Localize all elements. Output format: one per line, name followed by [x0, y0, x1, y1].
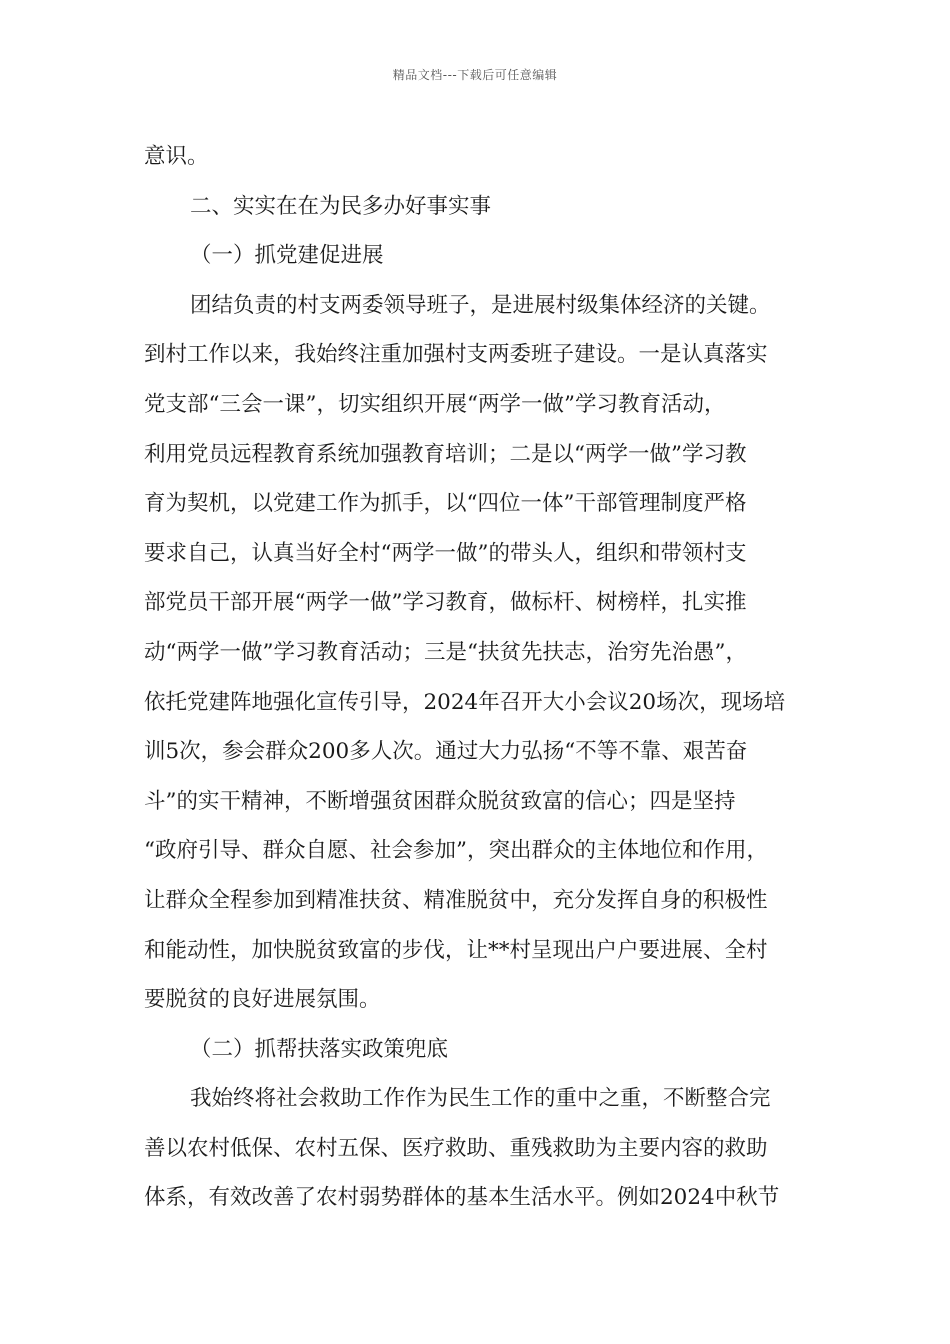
paragraph-line: 让群众全程参加到精准扶贫、精准脱贫中，充分发挥自身的积极性 — [144, 887, 768, 913]
paragraph-line: 依托党建阵地强化宣传引导，2024年召开大小会议20场次，现场培 — [144, 689, 786, 715]
page-header: 精品文档---下载后可任意编辑 — [392, 68, 558, 82]
paragraph-line: 到村工作以来，我始终注重加强村支两委班子建设。一是认真落实 — [144, 342, 768, 368]
document-body — [144, 132, 824, 1223]
paragraph-line: 体系，有效改善了农村弱势群体的基本生活水平。例如2024中秋节 — [144, 1185, 780, 1211]
subsection-heading: （二）抓帮扶落实政策兜底 — [190, 1036, 449, 1062]
paragraph-line: 利用党员远程教育系统加强教育培训；二是以“两学一做”学习教 — [144, 441, 747, 467]
paragraph-line: 要求自己，认真当好全村“两学一做”的带头人，组织和带领村支 — [144, 540, 747, 566]
subsection-heading: （一）抓党建促进展 — [190, 243, 384, 269]
paragraph-line: 意识。 — [144, 144, 209, 169]
paragraph-line: 育为契机，以党建工作为抓手，以“四位一体”干部管理制度严格 — [144, 491, 747, 517]
section-heading: 二、实实在在为民多办好事实事 — [190, 193, 492, 219]
paragraph-line: 斗”的实干精神，不断增强贫困群众脱贫致富的信心；四是坚持 — [144, 788, 736, 814]
paragraph-line: 我始终将社会救助工作作为民生工作的重中之重，不断整合完 — [190, 1086, 771, 1112]
paragraph-line: 部党员干部开展“两学一做”学习教育，做标杆、树榜样，扎实推 — [144, 590, 747, 616]
paragraph-line: 动“两学一做”学习教育活动；三是“扶贫先扶志，治穷先治愚”， — [144, 639, 747, 665]
paragraph-line: 团结负责的村支两委领导班子，是进展村级集体经济的关键。 — [190, 292, 771, 318]
paragraph-line: 善以农村低保、农村五保、医疗救助、重残救助为主要内容的救助 — [144, 1135, 768, 1161]
paragraph-line: “政府引导、群众自愿、社会参加”，突出群众的主体地位和作用， — [144, 838, 768, 864]
paragraph-line: 党支部“三会一课”，切实组织开展“两学一做”学习教育活动， — [144, 391, 726, 417]
paragraph-line: 要脱贫的良好进展氛围。 — [144, 987, 381, 1013]
paragraph-line: 和能动性，加快脱贫致富的步伐，让**村呈现出户户要进展、全村 — [144, 937, 768, 963]
paragraph-line: 训5次，参会群众200多人次。通过大力弘扬“不等不靠、艰苦奋 — [144, 739, 748, 765]
